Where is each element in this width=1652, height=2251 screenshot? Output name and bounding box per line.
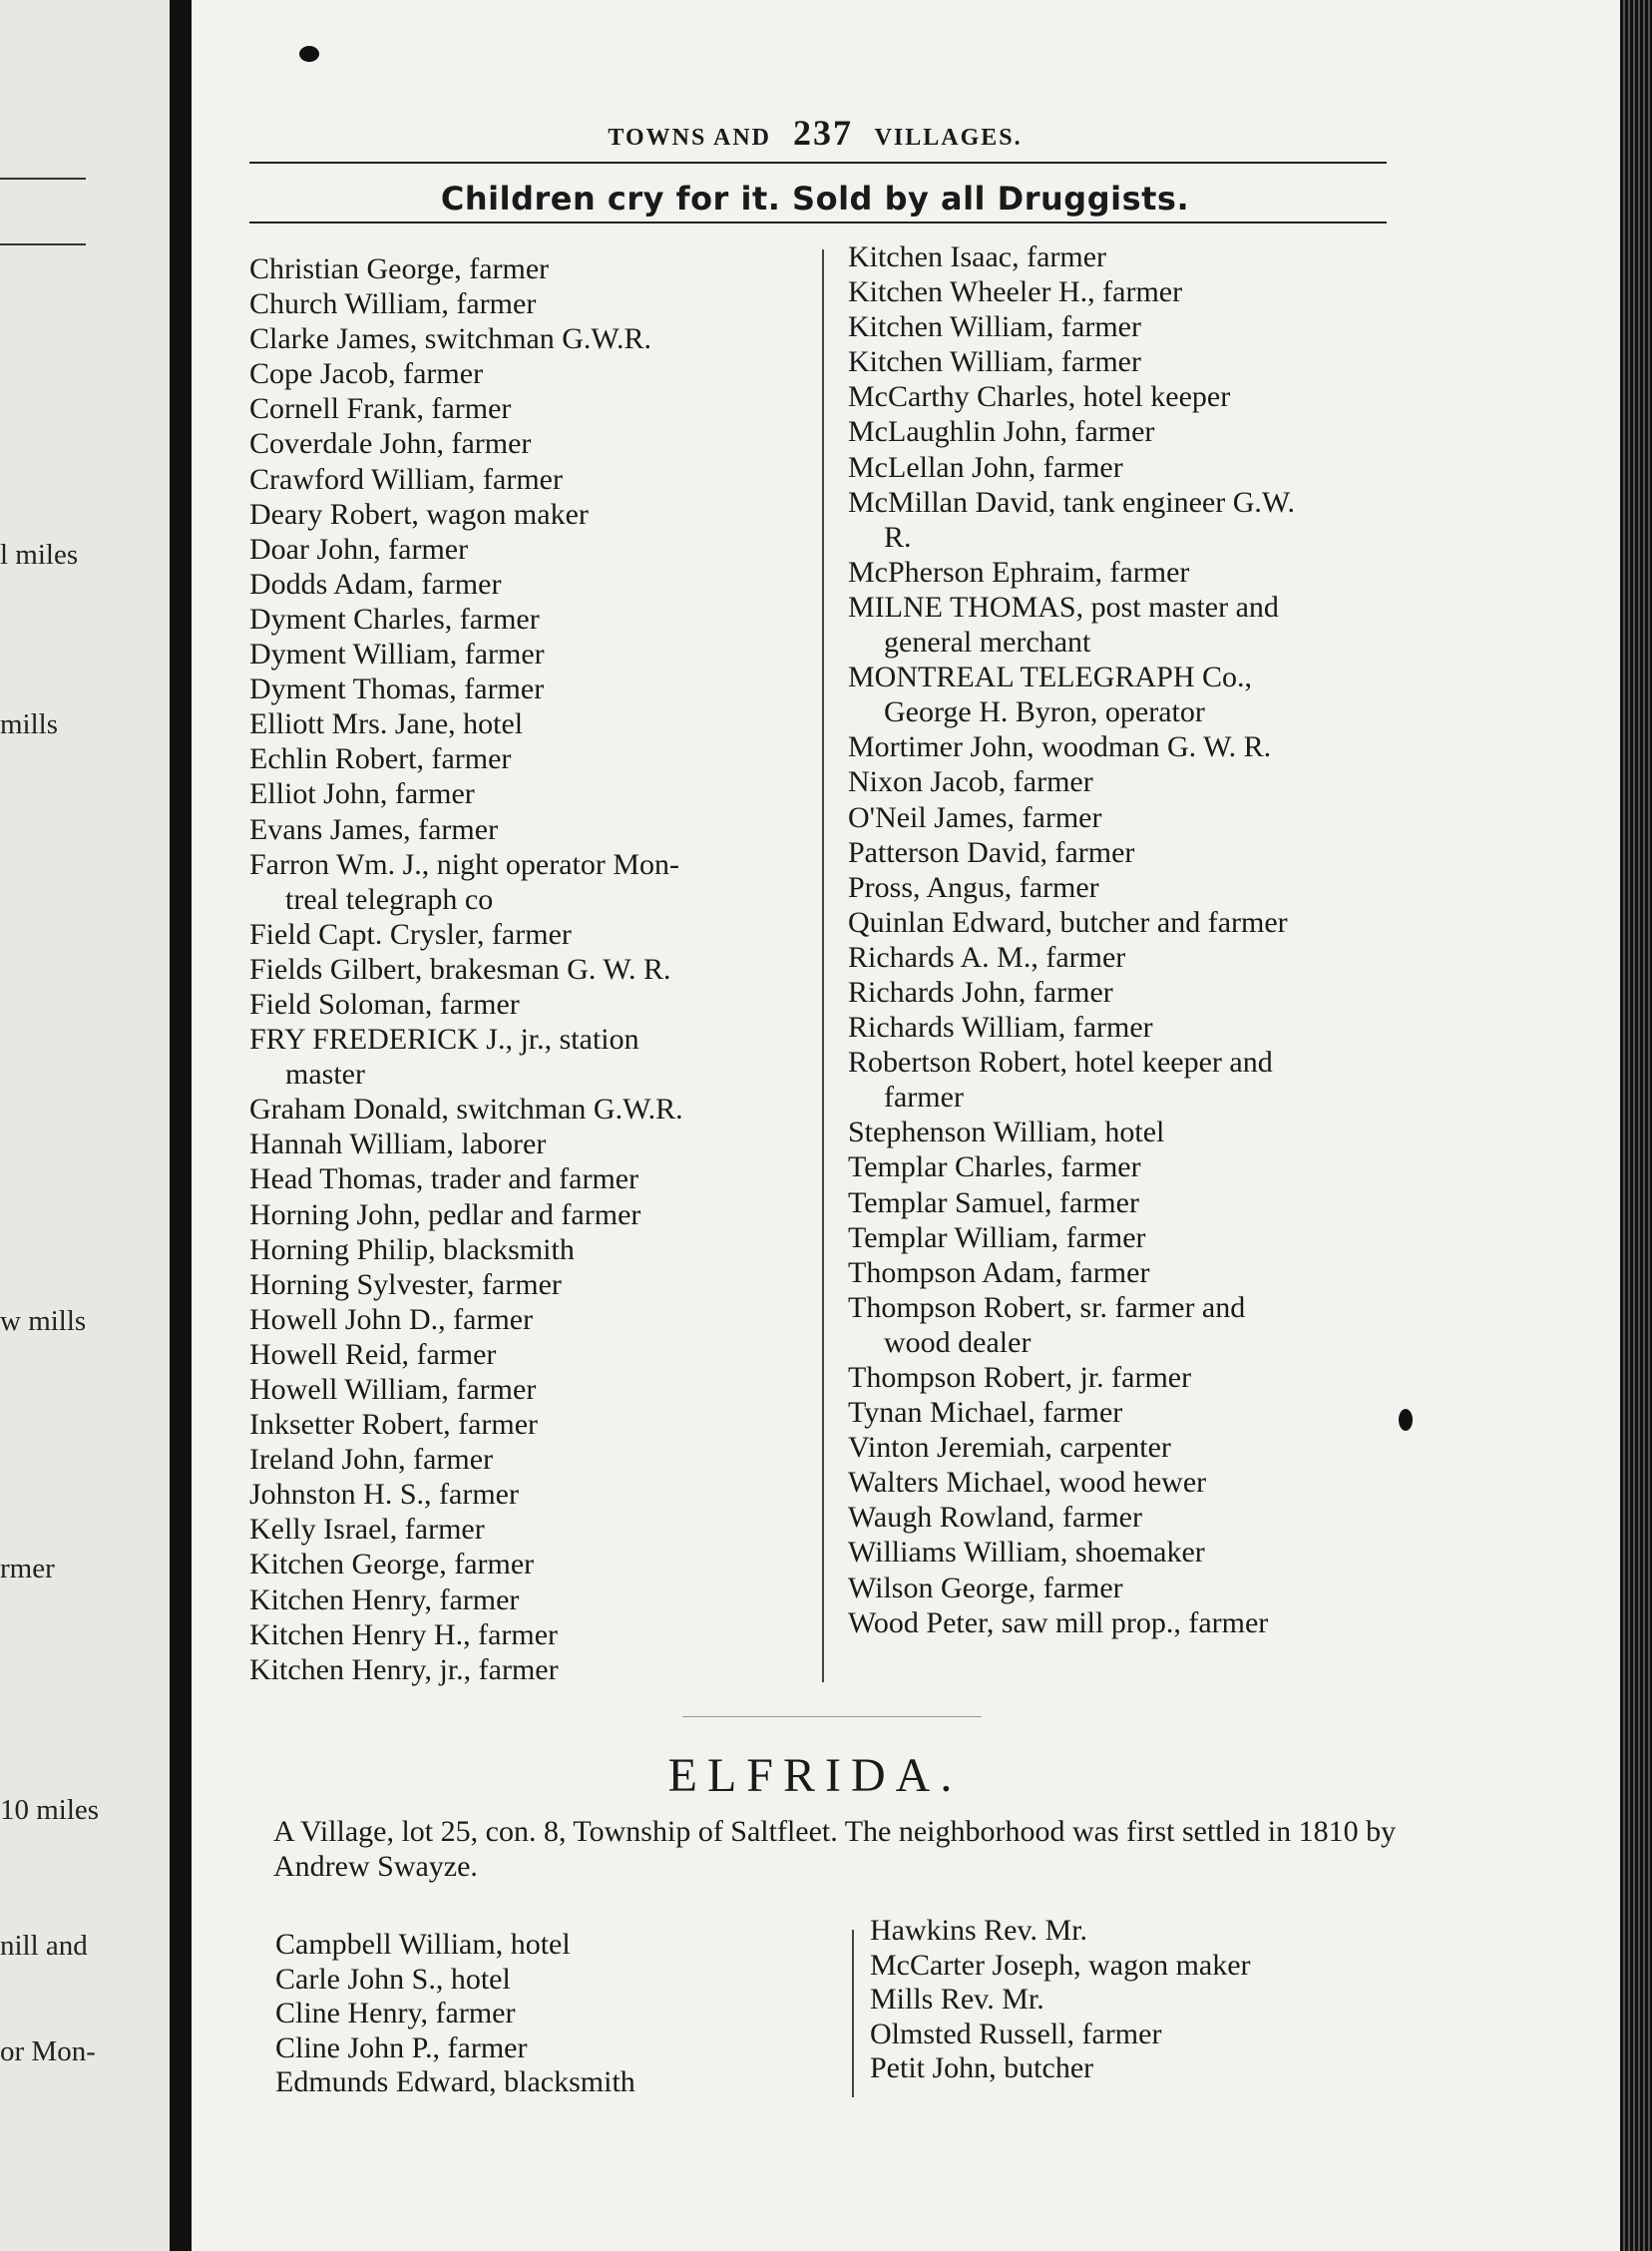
directory-entry: Pross, Angus, farmer xyxy=(848,870,1099,904)
section-description: A Village, lot 25, con. 8, Township of Saltfleet. The neighborhood was first settled in 1810 by Andrew Swayze. xyxy=(273,1815,1397,1883)
directory-entry: Vinton Jeremiah, carpenter xyxy=(848,1431,1171,1465)
directory-entry xyxy=(848,660,1616,729)
advert-banner: Children cry for it. Sold by all Druggists. xyxy=(440,180,1190,218)
directory-entry: Kitchen Henry H., farmer xyxy=(249,1617,559,1651)
previous-page-edge xyxy=(0,0,170,2251)
directory-entry xyxy=(848,485,1616,555)
directory-entry: Horning Sylvester, farmer xyxy=(249,1267,562,1301)
directory-entry: Edmunds Edward, blacksmith xyxy=(275,2065,635,2099)
directory-entry: Horning John, pedlar and farmer xyxy=(249,1197,641,1231)
entry-text: MONTREAL TELEGRAPH Co., xyxy=(848,661,1252,694)
directory-page xyxy=(192,0,1620,2251)
directory-entry: Wood Peter, saw mill prop., farmer xyxy=(848,1605,1269,1639)
directory-entry: Coverdale John, farmer xyxy=(249,427,532,461)
running-head xyxy=(192,112,1439,154)
elfrida-right-column xyxy=(870,1914,1568,2086)
directory-entry: Johnston H. S., farmer xyxy=(249,1478,519,1512)
directory-entry: Ireland John, farmer xyxy=(249,1443,494,1477)
directory-entry: Nixon Jacob, farmer xyxy=(848,765,1093,799)
book-right-edge xyxy=(1620,0,1652,2251)
directory-entry: Templar Samuel, farmer xyxy=(848,1185,1139,1219)
directory-entry: Doar John, farmer xyxy=(249,532,469,566)
directory-entry: Evans James, farmer xyxy=(249,812,499,846)
entry-continuation: wood dealer xyxy=(884,1325,1032,1359)
directory-entry: Fields Gilbert, brakesman G. W. R. xyxy=(249,952,671,986)
entry-continuation: R. xyxy=(884,520,912,554)
prev-page-fragment: 10 miles xyxy=(0,1794,100,1826)
page-number: 237 xyxy=(792,113,853,153)
directory-entry: Dyment William, farmer xyxy=(249,638,545,672)
running-head-right: VILLAGES. xyxy=(874,125,1023,151)
directory-entry: Graham Donald, switchman G.W.R. xyxy=(249,1093,683,1126)
directory-entry: Quinlan Edward, butcher and farmer xyxy=(848,905,1288,939)
header-rule xyxy=(249,162,1387,164)
directory-entry: Carle John S., hotel xyxy=(275,1962,511,1996)
entry-text: Farron Wm. J., night operator Mon- xyxy=(249,847,680,881)
prev-page-fragment: nill and xyxy=(0,1930,88,1962)
directory-entry: Kitchen William, farmer xyxy=(848,310,1141,344)
column-separator xyxy=(852,1930,854,2097)
directory-entry: Horning Philip, blacksmith xyxy=(249,1232,575,1266)
directory-entry: Cope Jacob, farmer xyxy=(249,357,484,391)
directory-entry: Church William, farmer xyxy=(249,287,537,321)
column-separator xyxy=(822,249,824,1682)
directory-entry: Clarke James, switchman G.W.R. xyxy=(249,322,651,356)
directory-entry: Williams William, shoemaker xyxy=(848,1536,1205,1570)
directory-entry: Howell Reid, farmer xyxy=(249,1337,497,1371)
directory-entry: Richards John, farmer xyxy=(848,975,1113,1009)
directory-entry: McCarthy Charles, hotel keeper xyxy=(848,380,1231,414)
directory-entry: Waugh Rowland, farmer xyxy=(848,1501,1142,1535)
prev-page-fragment: mills xyxy=(0,708,59,740)
directory-entry: Hannah William, laborer xyxy=(249,1127,547,1161)
directory-entry: Hawkins Rev. Mr. xyxy=(870,1914,1088,1947)
entry-text: Robertson Robert, hotel keeper and xyxy=(848,1046,1273,1080)
directory-entry: McLellan John, farmer xyxy=(848,450,1123,484)
directory-entry: Richards William, farmer xyxy=(848,1011,1153,1045)
directory-entry: Kitchen William, farmer xyxy=(848,345,1141,379)
prev-page-rule xyxy=(0,178,86,180)
book-gutter xyxy=(170,0,192,2251)
directory-right-column xyxy=(848,239,1616,1640)
directory-entry: Mills Rev. Mr. xyxy=(870,1983,1044,2017)
directory-entry: Echlin Robert, farmer xyxy=(249,742,512,776)
directory-entry: Walters Michael, wood hewer xyxy=(848,1466,1207,1500)
directory-entry: Wilson George, farmer xyxy=(848,1571,1123,1604)
directory-entry: Kitchen Henry, farmer xyxy=(249,1582,520,1616)
directory-entry: Deary Robert, wagon maker xyxy=(249,497,589,531)
directory-entry: Cline Henry, farmer xyxy=(275,1997,516,2030)
entry-continuation: treal telegraph co xyxy=(285,882,494,916)
prev-page-rule xyxy=(0,243,86,245)
directory-entry xyxy=(848,590,1616,660)
entry-text: MILNE THOMAS, post master and xyxy=(848,590,1279,624)
directory-entry: McLaughlin John, farmer xyxy=(848,415,1155,449)
advert-rule xyxy=(249,222,1387,224)
elfrida-left-column xyxy=(275,1928,814,2100)
directory-entry: Kitchen Isaac, farmer xyxy=(848,240,1107,273)
directory-entry xyxy=(249,847,808,917)
directory-entry: Howell John D., farmer xyxy=(249,1302,534,1336)
directory-entry: Christian George, farmer xyxy=(249,252,550,285)
entry-text: Thompson Robert, sr. farmer and xyxy=(848,1290,1246,1324)
directory-entry: Head Thomas, trader and farmer xyxy=(249,1162,639,1196)
directory-entry: Thompson Robert, jr. farmer xyxy=(848,1361,1192,1394)
ink-blot xyxy=(299,46,319,62)
directory-entry: O'Neil James, farmer xyxy=(848,800,1102,834)
prev-page-fragment: l miles xyxy=(0,539,79,571)
directory-left-column xyxy=(249,251,808,1687)
directory-entry: Kitchen George, farmer xyxy=(249,1548,535,1581)
directory-entry: McPherson Ephraim, farmer xyxy=(848,555,1190,589)
entry-continuation: general merchant xyxy=(884,626,1091,660)
directory-entry: Dodds Adam, farmer xyxy=(249,567,502,601)
directory-entry: Templar William, farmer xyxy=(848,1220,1146,1254)
directory-entry: Elliott Mrs. Jane, hotel xyxy=(249,707,524,741)
entry-continuation: master xyxy=(285,1058,365,1092)
directory-entry: Patterson David, farmer xyxy=(848,835,1135,869)
directory-entry: McCarter Joseph, wagon maker xyxy=(870,1948,1251,1982)
section-rule xyxy=(682,1716,982,1717)
directory-entry: Field Soloman, farmer xyxy=(249,987,520,1021)
directory-entry: Campbell William, hotel xyxy=(275,1928,571,1961)
directory-entry xyxy=(249,1022,808,1092)
directory-entry: Dyment Thomas, farmer xyxy=(249,673,545,706)
directory-entry: Petit John, butcher xyxy=(870,2051,1094,2085)
entry-continuation: farmer xyxy=(884,1081,964,1115)
directory-entry: Inksetter Robert, farmer xyxy=(249,1408,539,1442)
entry-text: FRY FREDERICK J., jr., station xyxy=(249,1023,639,1057)
prev-page-fragment: w mills xyxy=(0,1305,87,1337)
running-head-left: TOWNS AND xyxy=(608,125,771,151)
directory-entry: Cline John P., farmer xyxy=(275,2030,528,2064)
entry-continuation: George H. Byron, operator xyxy=(884,695,1205,729)
directory-entry: Thompson Adam, farmer xyxy=(848,1255,1150,1289)
directory-entry xyxy=(848,1045,1616,1115)
directory-entry: Stephenson William, hotel xyxy=(848,1116,1165,1149)
directory-entry: Howell William, farmer xyxy=(249,1373,537,1406)
entry-text: McMillan David, tank engineer G.W. xyxy=(848,485,1295,519)
directory-entry: Cornell Frank, farmer xyxy=(249,392,512,426)
directory-entry: Elliot John, farmer xyxy=(249,777,475,811)
directory-entry: Crawford William, farmer xyxy=(249,462,563,496)
directory-entry: Kitchen Henry, jr., farmer xyxy=(249,1652,559,1686)
directory-entry: Olmsted Russell, farmer xyxy=(870,2017,1162,2050)
directory-entry: Kitchen Wheeler H., farmer xyxy=(848,275,1183,309)
prev-page-fragment: rmer xyxy=(0,1553,55,1584)
directory-entry: Richards A. M., farmer xyxy=(848,940,1126,974)
directory-entry xyxy=(848,1290,1616,1360)
directory-entry: Field Capt. Crysler, farmer xyxy=(249,917,572,951)
directory-entry: Tynan Michael, farmer xyxy=(848,1396,1123,1430)
directory-entry: Templar Charles, farmer xyxy=(848,1150,1141,1184)
directory-entry: Mortimer John, woodman G. W. R. xyxy=(848,730,1272,764)
directory-entry: Dyment Charles, farmer xyxy=(249,602,540,636)
directory-entry: Kelly Israel, farmer xyxy=(249,1513,485,1547)
prev-page-fragment: or Mon- xyxy=(0,2035,96,2067)
section-title-elfrida: ELFRIDA. xyxy=(667,1749,963,1802)
